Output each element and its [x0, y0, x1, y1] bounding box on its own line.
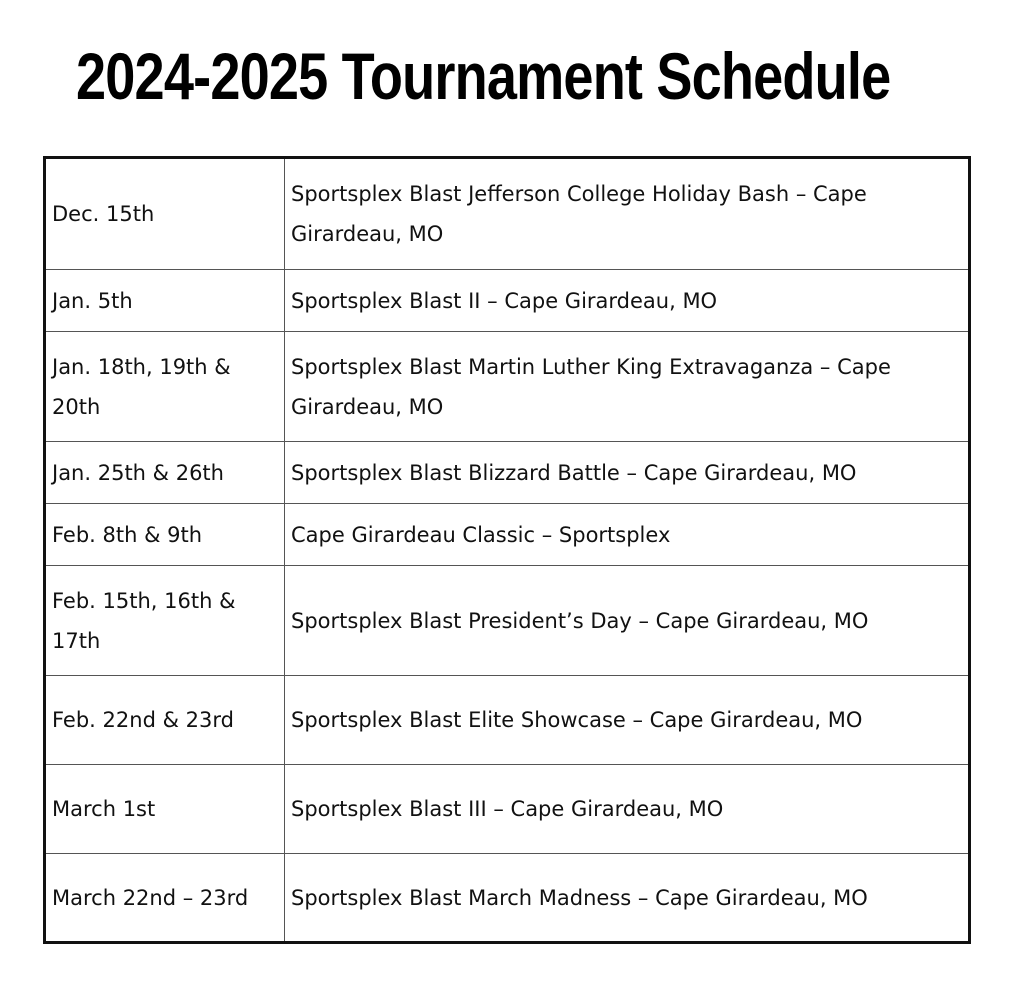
- date-cell: Jan. 18th, 19th & 20th: [45, 332, 285, 442]
- date-cell: Feb. 22nd & 23rd: [45, 676, 285, 765]
- event-cell: Cape Girardeau Classic – Sportsplex: [285, 504, 970, 566]
- table-row: [45, 765, 970, 854]
- event-cell: Sportsplex Blast Blizzard Battle – Cape Girardeau, MO: [285, 442, 970, 504]
- event-cell: Sportsplex Blast Martin Luther King Extravaganza – Cape Girardeau, MO: [285, 332, 970, 442]
- event-cell: Sportsplex Blast March Madness – Cape Girardeau, MO: [285, 854, 970, 943]
- date-cell: March 1st: [45, 765, 285, 854]
- schedule-table: [43, 156, 971, 944]
- table-row: [45, 158, 970, 270]
- event-cell: Sportsplex Blast III – Cape Girardeau, MO: [285, 765, 970, 854]
- table-row: [45, 270, 970, 332]
- date-cell: Dec. 15th: [45, 158, 285, 270]
- table-row: [45, 332, 970, 442]
- table-row: [45, 504, 970, 566]
- event-cell: Sportsplex Blast President’s Day – Cape Girardeau, MO: [285, 566, 970, 676]
- date-cell: Jan. 5th: [45, 270, 285, 332]
- event-cell: Sportsplex Blast Jefferson College Holiday Bash – Cape Girardeau, MO: [285, 158, 970, 270]
- table-row: [45, 854, 970, 943]
- date-cell: March 22nd – 23rd: [45, 854, 285, 943]
- date-cell: Feb. 8th & 9th: [45, 504, 285, 566]
- table-row: [45, 676, 970, 765]
- event-cell: Sportsplex Blast II – Cape Girardeau, MO: [285, 270, 970, 332]
- table-row: [45, 566, 970, 676]
- table-row: [45, 442, 970, 504]
- event-cell: Sportsplex Blast Elite Showcase – Cape Girardeau, MO: [285, 676, 970, 765]
- page-title: 2024-2025 Tournament Schedule: [76, 39, 891, 113]
- date-cell: Feb. 15th, 16th & 17th: [45, 566, 285, 676]
- date-cell: Jan. 25th & 26th: [45, 442, 285, 504]
